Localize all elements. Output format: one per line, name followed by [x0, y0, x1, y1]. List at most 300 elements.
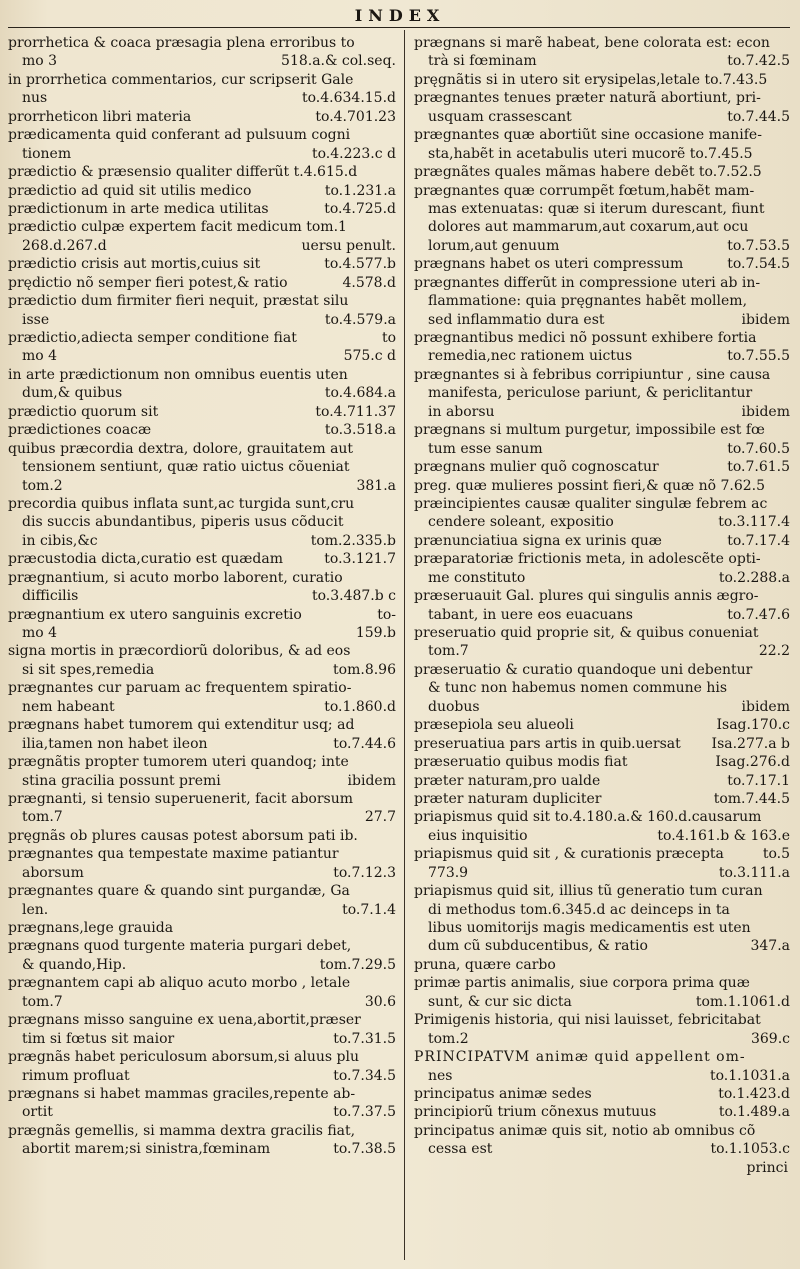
entry-line: [8, 937, 396, 955]
entry-line: [8, 624, 396, 642]
running-header: INDEX: [354, 6, 446, 25]
entry-line: [414, 790, 790, 808]
entry-line: [414, 679, 790, 697]
entry-line: [8, 956, 396, 974]
entry-text: prægnans si habet mammas graciles,repente ab-: [8, 1085, 356, 1102]
entry-line: [414, 956, 790, 974]
entry-reference: to.1.231.a: [324, 182, 396, 199]
index-entry: [8, 827, 396, 845]
entry-line: [414, 1085, 790, 1103]
entry-reference: to.1.860.d: [324, 698, 396, 715]
entry-line: [8, 606, 396, 624]
entry-line: [8, 827, 396, 845]
entry-text: cessa est: [428, 1141, 493, 1158]
entry-line: [8, 753, 396, 771]
entry-text: mas extenuatas: quæ si iterum durescant, fiunt: [428, 200, 765, 217]
entry-line: [414, 366, 790, 384]
entry-text: prægnãs habet periculosum aborsum,si aluus plu: [8, 1049, 359, 1066]
entry-line: [8, 421, 396, 439]
entry-reference: to.7.17.1: [727, 772, 790, 789]
entry-line: [8, 34, 396, 52]
index-entry: [8, 716, 396, 753]
entry-text: prædictio ad quid sit utilis medico: [8, 182, 252, 199]
entry-reference: to.4.579.a: [324, 311, 396, 328]
index-entry: [8, 34, 396, 71]
entry-text: difficilis: [22, 588, 79, 605]
entry-line: [414, 71, 790, 89]
entry-text: priapismus quid sit , & curationis præcepta: [414, 846, 724, 863]
entry-line: [414, 145, 790, 163]
entry-text: sta,habẽt in acetabulis uteri mucorẽ to.7.45.5: [428, 145, 753, 162]
entry-line: [414, 569, 790, 587]
entry-line: [8, 845, 396, 863]
entry-text: 268.d.267.d: [22, 237, 107, 254]
entry-text: signa mortis in præcordiorũ doloribus, & ad eos: [8, 643, 351, 660]
entry-line: [8, 864, 396, 882]
column-divider: [404, 30, 405, 1260]
entry-line: [8, 163, 396, 181]
entry-reference: 381.a: [356, 477, 396, 494]
index-entry: [414, 89, 790, 126]
index-entry: [8, 200, 396, 218]
entry-line: [414, 1067, 790, 1085]
index-entry: [414, 458, 790, 476]
entry-text: prædictio culpæ expertem facit medicum tom.1: [8, 219, 347, 236]
entry-reference: tom.8.96: [333, 661, 396, 678]
entry-reference: to.7.31.5: [333, 1030, 396, 1047]
entry-text: dolores aut mammarum,aut coxarum,aut ocu: [428, 219, 749, 236]
entry-line: [8, 716, 396, 734]
index-entry: [414, 587, 790, 624]
entry-text: principiorũ trium cõnexus mutuus: [414, 1104, 657, 1121]
entry-line: [414, 200, 790, 218]
entry-text: tom.2: [428, 1030, 469, 1047]
entry-text: stina gracilia possunt premi: [22, 772, 221, 789]
entry-text: in aborsu: [428, 403, 495, 420]
index-entry: [8, 642, 396, 679]
entry-text: flammatione: quia pręgnantes habẽt mollem,: [428, 293, 748, 310]
entry-reference: to.4.711.37: [315, 403, 396, 420]
entry-text: 773.9: [428, 864, 469, 881]
entry-reference: to.7.34.5: [333, 1067, 396, 1084]
entry-reference: to.1.1053.c: [710, 1141, 790, 1158]
entry-text: prorrhetica & coaca præsagia plena erroribus to: [8, 35, 355, 51]
entry-text: manifesta, periculose pariunt, & periclitantur: [428, 385, 753, 402]
entry-reference: 4.578.d: [342, 274, 396, 291]
index-entry: [414, 366, 790, 421]
index-entry: [8, 329, 396, 366]
entry-line: [414, 1122, 790, 1140]
entry-line: [8, 200, 396, 218]
entry-line: [414, 550, 790, 568]
entry-reference: to.7.17.4: [727, 532, 790, 549]
entry-reference: to.1.489.a: [718, 1104, 790, 1121]
entry-line: [8, 126, 396, 144]
entry-line: [414, 292, 790, 310]
entry-line: [414, 587, 790, 605]
entry-reference: to.7.12.3: [333, 864, 396, 881]
index-entry: [414, 532, 790, 550]
index-entry: [8, 606, 396, 643]
entry-text: prægnans,lege grauida: [8, 920, 174, 936]
entry-text: & tunc non habemus nomen commune his: [428, 680, 728, 697]
entry-text: in cibis,&c: [22, 532, 98, 549]
index-entry: [8, 919, 396, 937]
entry-reference: tom.2.335.b: [310, 532, 396, 549]
entry-line: [8, 772, 396, 790]
entry-text: præcustodia dicta,curatio est quædam: [8, 551, 283, 568]
index-entry: [8, 569, 396, 606]
entry-line: [414, 126, 790, 144]
entry-reference: to: [381, 330, 396, 346]
entry-line: [414, 698, 790, 716]
entry-line: [8, 642, 396, 660]
entry-text: præsepiola seu alueoli: [414, 717, 574, 734]
index-entry: [414, 163, 790, 181]
entry-reference: to.2.288.a: [718, 569, 790, 586]
entry-line: [8, 882, 396, 900]
entry-reference: 518.a.& col.seq.: [281, 53, 396, 70]
entry-line: [414, 311, 790, 329]
catchword: princi: [746, 1159, 788, 1176]
entry-text: nus: [22, 90, 48, 107]
entry-line: [414, 495, 790, 513]
entry-text: principatus animæ sedes: [414, 1085, 592, 1102]
entry-line: [8, 1067, 396, 1085]
entry-text: abortit marem;si sinistra,fœminam: [22, 1141, 271, 1158]
entry-reference: to.3.487.b c: [311, 588, 396, 605]
entry-text: prægnantes qua tempestate maxime patiantur: [8, 846, 339, 863]
entry-line: [8, 587, 396, 605]
entry-line: [414, 182, 790, 200]
entry-text: prorrheticon libri materia: [8, 108, 192, 125]
entry-line: [8, 532, 396, 550]
index-entry: [414, 808, 790, 845]
entry-reference: to.7.44.5: [727, 108, 790, 125]
index-entry: [8, 292, 396, 329]
entry-line: [414, 329, 790, 347]
entry-line: [414, 384, 790, 402]
entry-text: me constituto: [428, 569, 526, 586]
entry-text: prægnantem capi ab aliquo acuto morbo , letale: [8, 975, 351, 992]
entry-line: [414, 347, 790, 365]
entry-reference: ibidem: [741, 698, 790, 715]
entry-line: [414, 513, 790, 531]
index-entry: [414, 735, 790, 753]
entry-text: prædictionum in arte medica utilitas: [8, 200, 269, 217]
index-entry: [8, 182, 396, 200]
index-entry: [414, 71, 790, 89]
index-entry: [414, 34, 790, 71]
entry-line: [8, 329, 396, 347]
entry-text: libus uomitorijs magis medicamentis est uten: [428, 920, 751, 936]
entry-line: [414, 827, 790, 845]
entry-line: [8, 550, 396, 568]
entry-line: [8, 1122, 396, 1140]
entry-line: [414, 1140, 790, 1158]
entry-text: dum cũ subducentibus, & ratio: [428, 938, 648, 955]
entry-text: in arte prædictionum non omnibus euentis uten: [8, 366, 348, 383]
entry-line: [414, 108, 790, 126]
entry-text: prægnantes quæ corrumpẽt fœtum,habẽt mam-: [414, 182, 755, 199]
entry-text: præincipientes causæ qualiter singulæ febrem ac: [414, 495, 768, 512]
entry-reference: to.7.47.6: [727, 606, 790, 623]
entry-line: [414, 808, 790, 826]
index-entry: [8, 255, 396, 273]
entry-text: prægnans si marẽ habeat, bene colorata est: econ: [414, 35, 770, 51]
entry-reference: to.4.634.15.d: [301, 90, 396, 107]
entry-reference: to.3.121.7: [324, 551, 396, 568]
entry-text: eius inquisitio: [428, 827, 528, 844]
entry-line: [8, 495, 396, 513]
entry-text: prægnans quod turgente materia purgari debet,: [8, 938, 352, 955]
entry-line: [8, 458, 396, 476]
entry-line: [8, 735, 396, 753]
entry-text: prædictio & præsensio qualiter differũt t.4.615.d: [8, 164, 358, 181]
index-entry: [414, 182, 790, 256]
entry-text: prægnantibus medici nõ possunt exhibere fortia: [414, 330, 757, 346]
entry-line: [414, 403, 790, 421]
entry-text: quibus præcordia dextra, dolore, grauitatem aut: [8, 440, 354, 457]
entry-text: dum,& quibus: [22, 385, 123, 402]
entry-text: cendere soleant, expositio: [428, 514, 614, 531]
entry-reference: to.7.60.5: [727, 440, 790, 457]
entry-text: prægnãs gemellis, si mamma dextra gracilis fiat,: [8, 1122, 356, 1139]
entry-line: [8, 1103, 396, 1121]
index-entry: [8, 937, 396, 974]
entry-text: prægnantes differũt in compressione uteri ab in-: [414, 274, 761, 291]
entry-reference: to.7.53.5: [727, 237, 790, 254]
entry-reference: to.7.44.6: [333, 735, 396, 752]
entry-text: prædictio quorum sit: [8, 403, 159, 420]
entry-text: preg. quæ mulieres possint fieri,& quæ nõ 7.62.5: [414, 477, 766, 494]
index-entry: [414, 274, 790, 329]
index-entry: [414, 1011, 790, 1048]
entry-text: tionem: [22, 145, 72, 162]
entry-text: prædictio crisis aut mortis,cuius sit: [8, 256, 261, 273]
entry-line: [414, 974, 790, 992]
index-entry: [8, 1048, 396, 1085]
entry-text: prægnãtes quales mãmas habere debẽt to.7.52.5: [414, 164, 762, 181]
index-entry: [8, 71, 396, 108]
entry-text: priapismus quid sit to.4.180.a.& 160.d.causarum: [414, 809, 762, 826]
entry-line: [8, 89, 396, 107]
entry-text: nem habeant: [22, 698, 115, 715]
entry-line: [8, 274, 396, 292]
entry-text: & quando,Hip.: [22, 956, 127, 973]
entry-reference: to.4.684.a: [324, 385, 396, 402]
entry-line: [8, 71, 396, 89]
entry-text: prædictiones coacæ: [8, 422, 152, 439]
entry-line: [8, 384, 396, 402]
entry-line: [8, 347, 396, 365]
index-entry: [8, 1085, 396, 1122]
entry-line: [8, 1085, 396, 1103]
entry-text: præter naturam,pro ualde: [414, 772, 601, 789]
entry-line: [8, 513, 396, 531]
entry-text: prędictio nõ semper fieri potest,& ratio: [8, 274, 288, 291]
entry-text: sunt, & cur sic dicta: [428, 993, 572, 1010]
entry-reference: ibidem: [741, 403, 790, 420]
entry-text: prægnantium ex utero sanguinis excretio: [8, 606, 302, 623]
index-entry: [8, 882, 396, 919]
entry-text: si sit spes,remedia: [22, 661, 155, 678]
entry-line: [8, 218, 396, 236]
entry-text: prægnantes quare & quando sint purgandæ, Ga: [8, 883, 350, 900]
entry-line: [8, 698, 396, 716]
entry-line: [414, 34, 790, 52]
entry-line: [414, 642, 790, 660]
entry-reference: to.7.54.5: [727, 256, 790, 273]
entry-text: priapismus quid sit, illius tũ generatio tum curan: [414, 883, 763, 900]
entry-line: [414, 1048, 790, 1066]
entry-text: tabant, in uere eos euacuans: [428, 606, 633, 623]
entry-text: prænunciatiua signa ex urinis quæ: [414, 532, 662, 549]
entry-reference: to.7.42.5: [727, 53, 790, 70]
index-entry: [8, 218, 396, 255]
entry-text: lorum,aut genuum: [428, 237, 560, 254]
entry-line: [8, 919, 396, 937]
entry-text: isse: [22, 311, 50, 328]
entry-text: tum esse sanum: [428, 440, 543, 457]
entry-line: [8, 255, 396, 273]
entry-line: [8, 182, 396, 200]
entry-reference: Isag.170.c: [716, 717, 790, 734]
entry-text: tim si fœtus sit maior: [22, 1030, 175, 1047]
entry-text: preseruatio quid proprie sit, & quibus conueniat: [414, 625, 759, 641]
index-entry: [8, 753, 396, 790]
entry-reference: tom.7.44.5: [713, 790, 790, 807]
entry-line: [414, 218, 790, 236]
index-entry: [414, 956, 790, 974]
entry-line: [8, 108, 396, 126]
entry-line: [8, 52, 396, 70]
index-entry: [414, 1122, 790, 1159]
entry-text: dis succis abundantibus, piperis usus cõducit: [22, 514, 344, 531]
entry-text: mo 3: [22, 53, 58, 70]
entry-reference: to.7.1.4: [342, 901, 396, 918]
entry-reference: to.4.223.c d: [311, 145, 396, 162]
entry-text: primæ partis animalis, siue corpora prima quæ: [414, 975, 750, 992]
entry-text: tensionem sentiunt, quæ ratio uictus cõueniat: [22, 459, 350, 476]
index-entry: [8, 679, 396, 716]
entry-line: [414, 901, 790, 919]
header-rule: [8, 27, 790, 28]
index-entry: [414, 550, 790, 587]
entry-reference: to.4.161.b & 163.e: [657, 827, 790, 844]
entry-line: [8, 790, 396, 808]
entry-line: [414, 753, 790, 771]
index-entry: [8, 108, 396, 126]
entry-line: [414, 52, 790, 70]
entry-reference: 159.b: [355, 625, 396, 641]
entry-text: prægnans habet tumorem qui extenditur usq; ad: [8, 717, 355, 734]
entry-text: prægnans si multum purgetur, impossibile est fœ: [414, 422, 765, 439]
entry-reference: to.7.37.5: [333, 1104, 396, 1121]
right-column: [414, 34, 790, 1177]
entry-reference: to.4.577.b: [324, 256, 396, 273]
entry-line: [414, 624, 790, 642]
entry-text: preseruatiua pars artis in quib.uersat: [414, 735, 681, 752]
index-entry: [8, 163, 396, 181]
entry-line: [414, 421, 790, 439]
entry-line: [8, 366, 396, 384]
index-entry: [8, 550, 396, 568]
index-entry: [414, 974, 790, 1011]
entry-reference: 22.2: [758, 643, 790, 660]
entry-text: prægnantium, si acuto morbo laborent, curatio: [8, 569, 343, 586]
entry-text: prægnantes tenues præter naturã abortiunt, pri-: [414, 90, 761, 107]
entry-text: mo 4: [22, 348, 58, 365]
entry-reference: ibidem: [741, 311, 790, 328]
index-entry: [8, 440, 396, 495]
index-entry: [8, 274, 396, 292]
entry-text: PRINCIPATVM animæ quid appellent om-: [414, 1049, 746, 1066]
entry-text: prægnans misso sanguine ex uena,abortit,præser: [8, 1012, 361, 1029]
entry-reference: to.3.117.4: [718, 514, 790, 531]
entry-line: [8, 661, 396, 679]
entry-reference: 27.7: [364, 809, 396, 826]
index-entry: [414, 255, 790, 273]
entry-reference: to-: [377, 606, 396, 623]
entry-text: duobus: [428, 698, 480, 715]
entry-line: [8, 679, 396, 697]
entry-line: [414, 1030, 790, 1048]
entry-text: tom.7: [22, 809, 63, 826]
entry-text: di methodus tom.6.345.d ac deinceps in ta: [428, 901, 730, 918]
entry-line: [414, 237, 790, 255]
entry-line: [8, 403, 396, 421]
index-entry: [414, 882, 790, 956]
index-entry: [8, 403, 396, 421]
index-entry: [8, 1011, 396, 1048]
entry-text: trà si fœminam: [428, 53, 537, 70]
entry-reference: to.4.701.23: [315, 108, 396, 125]
entry-line: [8, 974, 396, 992]
entry-line: [8, 901, 396, 919]
entry-line: [8, 311, 396, 329]
entry-reference: ibidem: [347, 772, 396, 789]
entry-reference: Isa.277.a b: [711, 735, 790, 752]
entry-text: præseruatio quibus modis fiat: [414, 754, 628, 771]
entry-text: pręgnãtis si in utero sit erysipelas,letale to.7.43.5: [414, 71, 768, 88]
entry-line: [414, 274, 790, 292]
entry-text: prædicamenta quid conferant ad pulsuum cogni: [8, 127, 351, 144]
index-entry: [414, 329, 790, 366]
entry-reference: to.1.423.d: [718, 1085, 790, 1102]
index-entry: [414, 772, 790, 790]
entry-line: [414, 864, 790, 882]
entry-line: [414, 661, 790, 679]
index-entry: [414, 753, 790, 771]
entry-line: [414, 1103, 790, 1121]
entry-reference: to.5: [762, 846, 790, 863]
entry-text: mo 4: [22, 625, 58, 641]
entry-text: ilia,tamen non habet ileon: [22, 735, 208, 752]
entry-text: prægnans habet os uteri compressum: [414, 256, 684, 273]
entry-line: [414, 1011, 790, 1029]
entry-line: [8, 808, 396, 826]
entry-reference: 347.a: [750, 938, 790, 955]
entry-line: [8, 440, 396, 458]
entry-text: len.: [22, 901, 49, 918]
entry-text: prægnantes quæ abortiũt sine occasione manife-: [414, 127, 762, 144]
entry-reference: to.7.61.5: [727, 459, 790, 476]
entry-reference: Isag.276.d: [715, 754, 790, 771]
entry-line: [414, 772, 790, 790]
entry-text: rimum profluat: [22, 1067, 130, 1084]
entry-line: [414, 440, 790, 458]
